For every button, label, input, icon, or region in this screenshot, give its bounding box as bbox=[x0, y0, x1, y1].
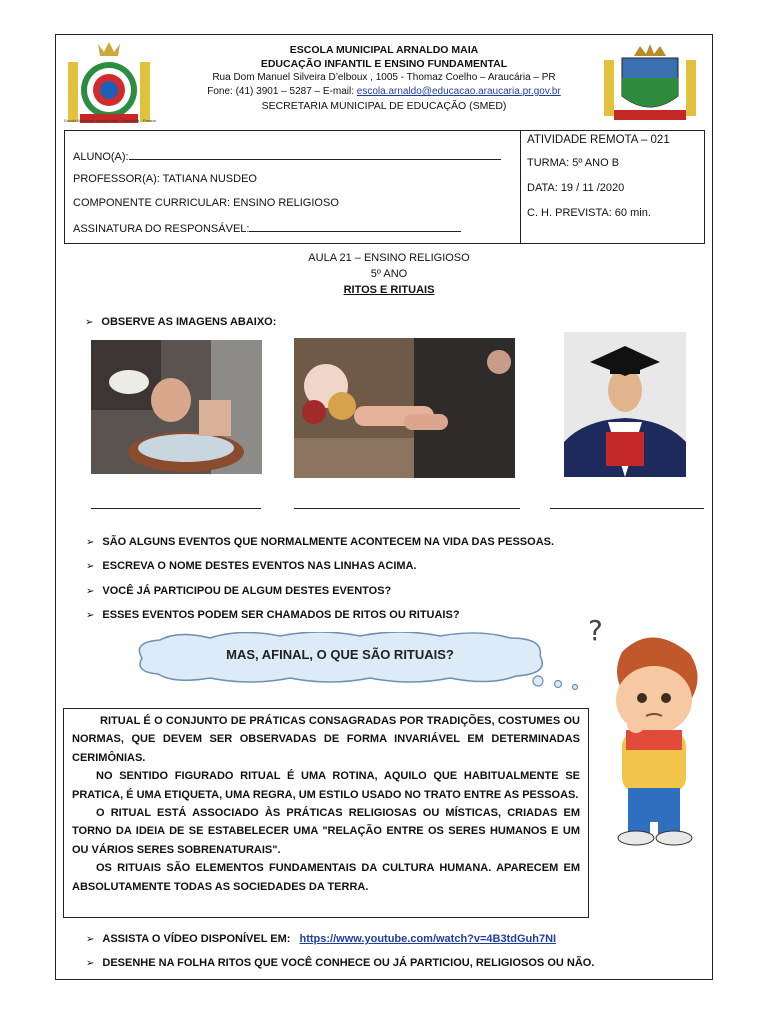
arrow-bullet-icon: ➢ bbox=[86, 561, 95, 572]
aluno-label: ALUNO(A): bbox=[73, 151, 129, 163]
arrow-bullet-icon: ➢ bbox=[86, 610, 95, 621]
arrow-bullet-icon: ➢ bbox=[85, 317, 94, 328]
graduation-photo bbox=[564, 332, 686, 477]
question-2 bbox=[86, 560, 417, 572]
lesson-tema bbox=[0, 284, 768, 296]
aluno-field[interactable] bbox=[129, 149, 501, 160]
school-level: EDUCAÇÃO INFANTIL E ENSINO FUNDAMENTAL bbox=[260, 58, 508, 70]
video-label: ASSISTA O VÍDEO DISPONÍVEL EM: bbox=[102, 933, 291, 945]
student-info-table bbox=[64, 130, 705, 244]
thinking-boy-illustration bbox=[582, 612, 712, 852]
arrow-bullet-icon: ➢ bbox=[86, 934, 95, 945]
definition-paragraph: O RITUAL ESTÁ ASSOCIADO ÀS PRÁTICAS RELIGIOSAS OU MÍSTICAS, CRIADAS EM TORNO DA IDEIA DE SE ESTABELECER UMA "RELAÇÃO ENTRE OS SERES HUMANOS E UM OU VÁRIOS SERES SOBRENATURAIS". bbox=[72, 807, 580, 856]
lesson-tema-text: RITOS E RITUAIS bbox=[343, 284, 435, 296]
arrow-bullet-icon: ➢ bbox=[86, 958, 95, 969]
aluno-row bbox=[73, 149, 501, 163]
answer-line-2[interactable] bbox=[294, 508, 520, 509]
phone-text: Fone: (41) 3901 – 5287 – E-mail: bbox=[207, 86, 357, 97]
school-address: Rua Dom Manuel Silveira D’elboux , 1005 - Thomaz Coelho – Araucária – PR bbox=[212, 72, 556, 83]
video-link[interactable]: https://www.youtube.com/watch?v=4B3tdGuh7NI bbox=[299, 933, 557, 945]
observe-instruction bbox=[85, 316, 276, 328]
question-text: SÃO ALGUNS EVENTOS QUE NORMALMENTE ACONTECEM NA VIDA DAS PESSOAS. bbox=[102, 536, 555, 548]
ritual-definition-box bbox=[63, 708, 589, 918]
baptism-photo bbox=[91, 340, 262, 474]
lesson-ano: 5º ANO bbox=[370, 268, 408, 280]
question-text: ESCREVA O NOME DESTES EVENTOS NAS LINHAS ACIMA. bbox=[102, 560, 417, 572]
assinatura-label: ASSINATURA DO RESPONSÁVEL: bbox=[73, 223, 250, 235]
observe-text: OBSERVE AS IMAGENS ABAIXO: bbox=[101, 316, 277, 328]
arrow-bullet-icon: ➢ bbox=[86, 586, 95, 597]
professor-label: PROFESSOR(A): TATIANA NUSDEO bbox=[73, 173, 257, 185]
left-logo-caption: Escola Municipal Arnaldo Maia · Araucária · Paraná bbox=[64, 118, 156, 123]
thought-bubble-dots bbox=[530, 674, 590, 694]
secretariat-name: SECRETARIA MUNICIPAL DE EDUCAÇÃO (SMED) bbox=[261, 100, 507, 112]
data-label: DATA: 19 / 11 /2020 bbox=[527, 182, 625, 194]
question-text: ESSES EVENTOS PODEM SER CHAMADOS DE RITOS OU RITUAIS? bbox=[102, 609, 460, 621]
school-name: ESCOLA MUNICIPAL ARNALDO MAIA bbox=[289, 44, 479, 56]
wedding-photo bbox=[294, 338, 515, 478]
draw-instruction bbox=[86, 957, 594, 969]
answer-line-1[interactable] bbox=[91, 508, 261, 509]
answer-line-3[interactable] bbox=[550, 508, 704, 509]
contact-line bbox=[0, 85, 768, 99]
question-text: VOCÊ JÁ PARTICIPOU DE ALGUM DESTES EVENTOS? bbox=[102, 585, 392, 597]
question-3 bbox=[86, 585, 391, 597]
video-instruction bbox=[86, 933, 556, 945]
definition-paragraph: RITUAL É O CONJUNTO DE PRÁTICAS CONSAGRADAS POR TRADIÇÕES, COSTUMES OU NORMAS, QUE DEVEM SER OBSERVADAS DE FORMA INVARIÁVEL EM DETERMINADAS CERIMÔNIAS. bbox=[72, 715, 580, 764]
ch-label: C. H. PREVISTA: 60 min. bbox=[527, 207, 651, 219]
email-link[interactable]: escola.arnaldo@educacao.araucaria.pr.gov.br bbox=[356, 86, 561, 97]
question-4 bbox=[86, 609, 460, 621]
svg-text:?: ? bbox=[588, 614, 603, 647]
lesson-aula: AULA 21 – ENSINO RELIGIOSO bbox=[308, 252, 470, 264]
componente-label: COMPONENTE CURRICULAR: ENSINO RELIGIOSO bbox=[73, 197, 339, 209]
atividade-label: ATIVIDADE REMOTA – 021 bbox=[527, 134, 670, 146]
assinatura-field[interactable] bbox=[249, 221, 461, 232]
definition-paragraph: NO SENTIDO FIGURADO RITUAL É UMA ROTINA, AQUILO QUE HABITUALMENTE SE PRATICA, É UMA ETIQUETA, UMA REGRA, UM ESTILO USADO NO TRATO ENTRE AS PESSOAS. bbox=[72, 770, 580, 801]
arrow-bullet-icon: ➢ bbox=[86, 537, 95, 548]
turma-label: TURMA: 5º ANO B bbox=[527, 157, 620, 169]
question-1 bbox=[86, 536, 554, 548]
cloud-question: MAS, AFINAL, O QUE SÃO RITUAIS? bbox=[226, 647, 454, 662]
definition-paragraph: OS RITUAIS SÃO ELEMENTOS FUNDAMENTAIS DA CULTURA HUMANA. APARECEM EM ABSOLUTAMENTE TODAS AS SOCIEDADES DA TERRA. bbox=[72, 862, 580, 893]
draw-text: DESENHE NA FOLHA RITOS QUE VOCÊ CONHECE OU JÁ PARTICIOU, RELIGIOSOS OU NÃO. bbox=[102, 957, 595, 969]
assinatura-row bbox=[73, 221, 461, 235]
